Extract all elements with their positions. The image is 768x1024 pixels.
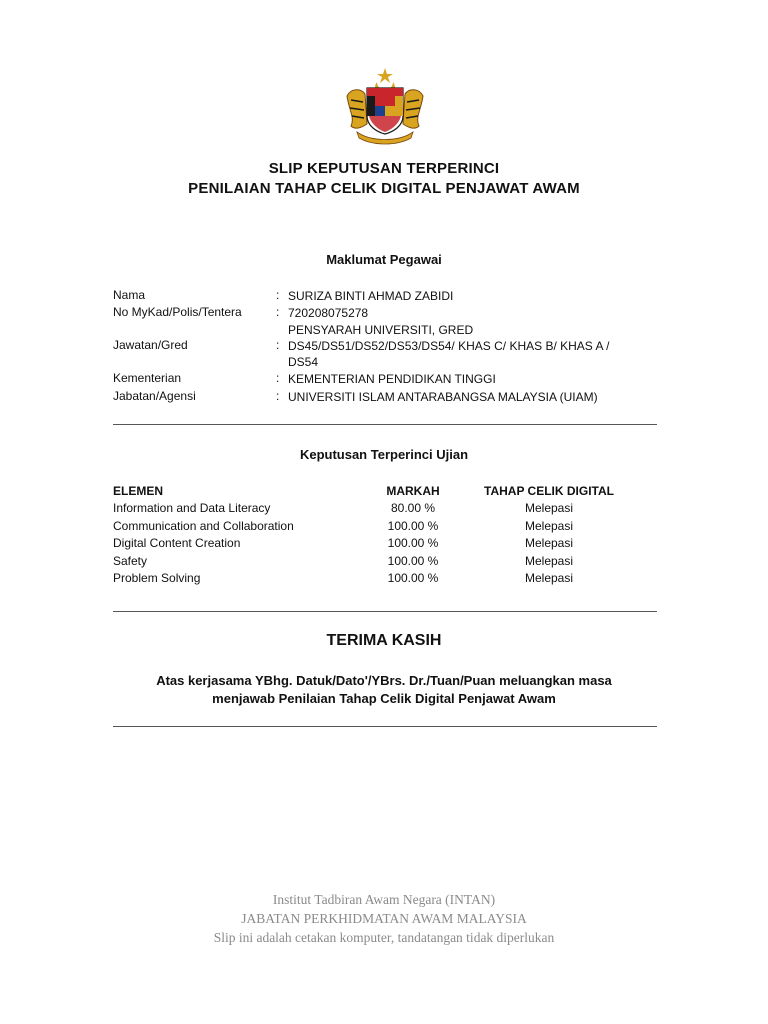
row-level: Melepasi bbox=[524, 536, 574, 550]
info-value-line1: PENSYARAH UNIVERSITI, GRED bbox=[288, 323, 474, 337]
info-value-line3: DS54 bbox=[288, 355, 319, 369]
row-element: Problem Solving bbox=[113, 571, 201, 585]
slip-subtitle: PENILAIAN TAHAP CELIK DIGITAL PENJAWAT AWAM bbox=[188, 180, 580, 197]
column-header-element: ELEMEN bbox=[113, 484, 164, 498]
footer-note: Slip ini adalah cetakan komputer, tandatangan tidak diperlukan bbox=[213, 930, 555, 945]
row-score: 100.00 % bbox=[387, 518, 439, 533]
footer-department: JABATAN PERKHIDMATAN AWAM MALAYSIA bbox=[241, 911, 527, 926]
divider bbox=[113, 726, 657, 727]
column-header-score: MARKAH bbox=[386, 484, 440, 498]
row-element: Information and Data Literacy bbox=[113, 501, 271, 515]
info-label: Kementerian bbox=[113, 371, 182, 385]
row-element: Digital Content Creation bbox=[113, 536, 241, 550]
info-label: No MyKad/Polis/Tentera bbox=[113, 305, 242, 319]
thanks-message-line2: menjawab Penilaian Tahap Celik Digital Penjawat Awam bbox=[212, 691, 556, 706]
info-label: Jabatan/Agensi bbox=[113, 389, 196, 403]
row-level: Melepasi bbox=[524, 518, 574, 533]
thanks-message-line1: Atas kerjasama YBhg. Datuk/Dato'/YBrs. Dr./Tuan/Puan meluangkan masa bbox=[156, 673, 612, 688]
divider bbox=[113, 424, 657, 425]
info-separator: : bbox=[276, 305, 280, 319]
info-value-line2: DS45/DS51/DS52/DS53/DS54/ KHAS C/ KHAS B/ KHAS A / bbox=[288, 339, 610, 353]
row-element: Safety bbox=[113, 553, 148, 568]
info-value: UNIVERSITI ISLAM ANTARABANGSA MALAYSIA (UIAM) bbox=[288, 390, 598, 404]
footer-institute: Institut Tadbiran Awam Negara (INTAN) bbox=[272, 892, 496, 907]
row-element: Communication and Collaboration bbox=[113, 518, 294, 533]
thanks-message bbox=[0, 672, 768, 708]
row-score: 100.00 % bbox=[387, 571, 439, 585]
info-label: Jawatan/Gred bbox=[113, 338, 188, 352]
info-label: Nama bbox=[113, 288, 146, 302]
row-score: 100.00 % bbox=[387, 553, 439, 568]
row-level: Melepasi bbox=[524, 501, 574, 515]
column-header-level: TAHAP CELIK DIGITAL bbox=[484, 484, 614, 498]
malaysia-coat-of-arms-icon bbox=[337, 66, 433, 146]
info-separator: : bbox=[276, 288, 280, 302]
row-level: Melepasi bbox=[524, 571, 574, 585]
info-value: SURIZA BINTI AHMAD ZABIDI bbox=[288, 289, 454, 303]
results-heading: Keputusan Terperinci Ujian bbox=[299, 447, 469, 462]
thanks-title: TERIMA KASIH bbox=[326, 632, 442, 649]
row-score: 100.00 % bbox=[387, 536, 439, 550]
info-separator: : bbox=[276, 371, 280, 385]
info-value: 720208075278 bbox=[288, 306, 369, 320]
divider bbox=[113, 611, 657, 612]
info-separator: : bbox=[276, 389, 280, 403]
row-level: Melepasi bbox=[524, 553, 574, 568]
slip-title: SLIP KEPUTUSAN TERPERINCI bbox=[268, 160, 500, 177]
row-score: 80.00 % bbox=[390, 501, 436, 515]
officer-info-heading: Maklumat Pegawai bbox=[326, 252, 442, 267]
info-value: KEMENTERIAN PENDIDIKAN TINGGI bbox=[288, 372, 496, 386]
info-separator: : bbox=[276, 338, 280, 352]
